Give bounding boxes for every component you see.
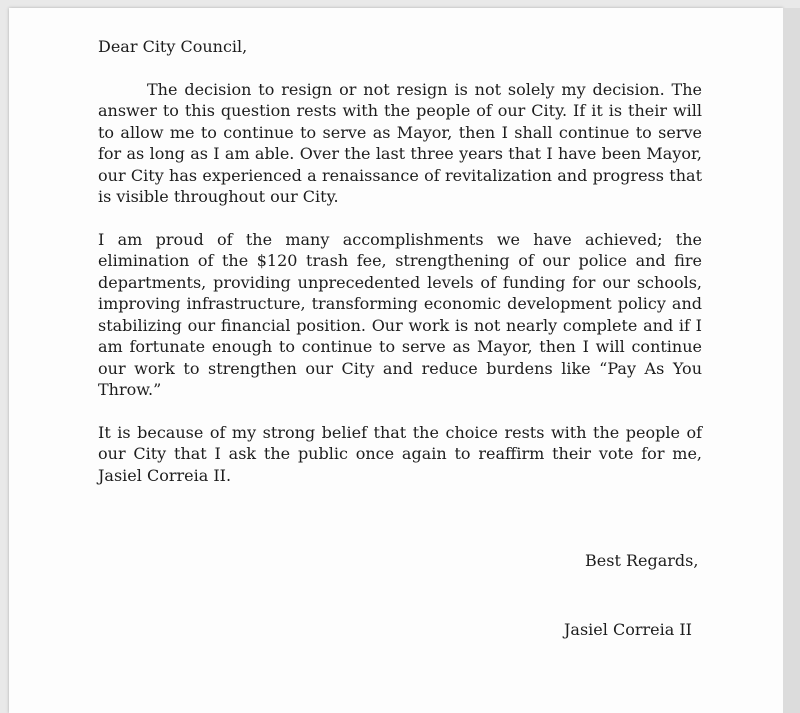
paragraph-resignation: The decision to resign or not resign is not solely my decision. The answer to this question rests with the people of our City. If it is their will to allow me to continue to serve as Mayor, then I shall continue to serve for as long as I am able. Over the last three years that I have been Mayor, our City has experienced a renaissance of revitalization and progress that is visible throughout our City. <box>98 79 702 206</box>
closing: Best Regards, <box>585 551 699 570</box>
paragraph-reaffirm-vote: It is because of my strong belief that the choice rests with the people of our City that I ask the public once again to reaffirm their vote for me, Jasiel Correia II. <box>98 422 702 485</box>
salutation: Dear City Council, <box>98 37 248 56</box>
page-edge-shadow <box>783 8 800 713</box>
letter-body <box>98 36 702 507</box>
signature-name: Jasiel Correia II <box>564 620 692 639</box>
paragraph-accomplishments: I am proud of the many accomplishments we have achieved; the elimination of the $120 trash fee, strengthening of our police and fire departments, providing unprecedented levels of funding for our schools, improving infrastructure, transforming economic development policy and stabilizing our financial position. Our work is not nearly complete and if I am fortunate enough to continue to serve as Mayor, then I will continue our work to strengthen our City and reduce burdens like “Pay As You Throw.” <box>98 229 702 399</box>
